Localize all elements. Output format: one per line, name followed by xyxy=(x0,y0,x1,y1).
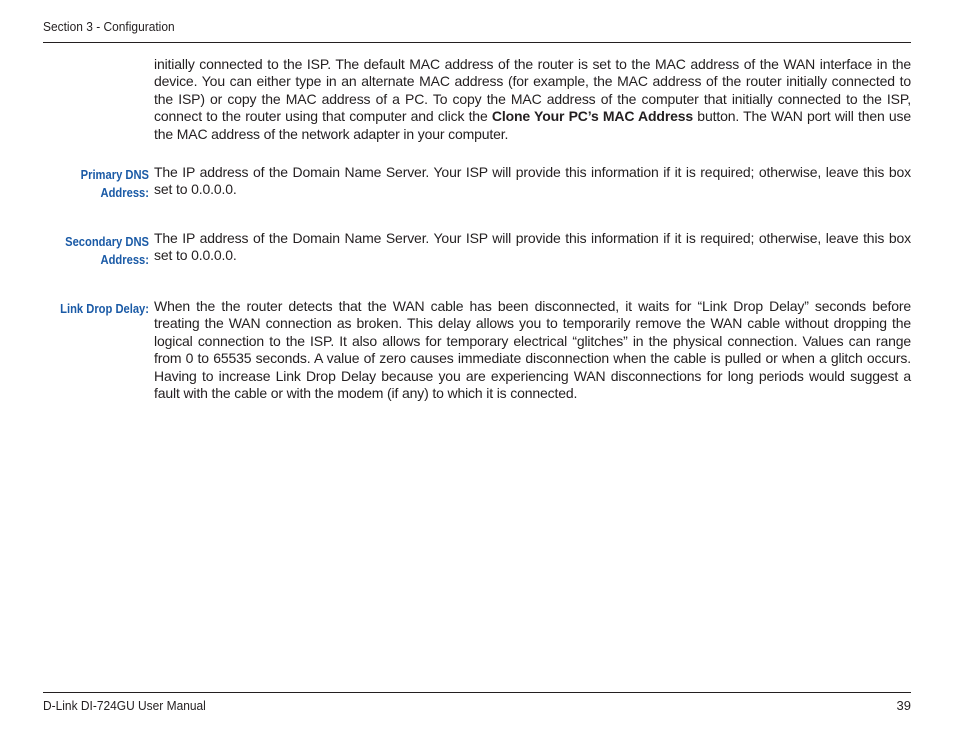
intro-text-end: button. The WAN port will then use the MAC address of the network adapter in your computer. xyxy=(154,108,912,142)
page-number: 39 xyxy=(896,698,911,713)
desc-link-drop-delay: When the the router detects that the WAN cable has been disconnected, it waits for “Link Drop Delay” seconds before treating the WAN connection as broken. This delay allows you to temporarily remove the WAN cable without dropping the logical connection to the ISP. It also allows for temporary electrical “glitches” in the physical connection. Values can range from 0 to 65535 seconds. A value of zero causes immediate disconnection when the cable is pulled or when a glitch occurs. Having to increase Link Drop Delay because you are experiencing WAN disconnections for long periods would suggest a fault with the cable or with the modem (if any) to which it is connected. xyxy=(154,298,911,402)
term-primary-dns xyxy=(29,166,149,201)
intro-text-start: initially connected to the ISP. The default MAC address of the router is set to the MAC address of the WAN interface in the device. You can either type in an alternate MAC address (for example, the MAC address of the router initially connected to the ISP) or copy the MAC address of a PC. To copy the MAC address of the computer that initially connected to the ISP, connect to the router using that computer and click the xyxy=(154,56,911,125)
term-primary-dns-line1: Primary DNS xyxy=(80,167,149,182)
term-link-drop-delay-line1: Link Drop Delay: xyxy=(60,301,149,316)
desc-primary-dns: The IP address of the Domain Name Server. Your ISP will provide this information if it is required; otherwise, leave this box set to 0.0.0.0. xyxy=(154,164,911,198)
term-link-drop-delay xyxy=(29,300,149,318)
term-secondary-dns-line1: Secondary DNS xyxy=(65,234,149,249)
term-secondary-dns xyxy=(29,233,149,268)
manual-title: D-Link DI-724GU User Manual xyxy=(43,698,206,713)
term-secondary-dns-line2: Address: xyxy=(100,251,149,267)
desc-secondary-dns: The IP address of the Domain Name Server. Your ISP will provide this information if it is required; otherwise, leave this box set to 0.0.0.0. xyxy=(154,230,911,264)
header-divider xyxy=(43,42,911,43)
intro-paragraph xyxy=(154,56,911,143)
section-header: Section 3 - Configuration xyxy=(43,19,175,34)
clone-mac-button-reference: Clone Your PC’s MAC Address xyxy=(491,108,694,125)
term-primary-dns-line2: Address: xyxy=(100,184,149,200)
footer-divider xyxy=(43,692,911,693)
